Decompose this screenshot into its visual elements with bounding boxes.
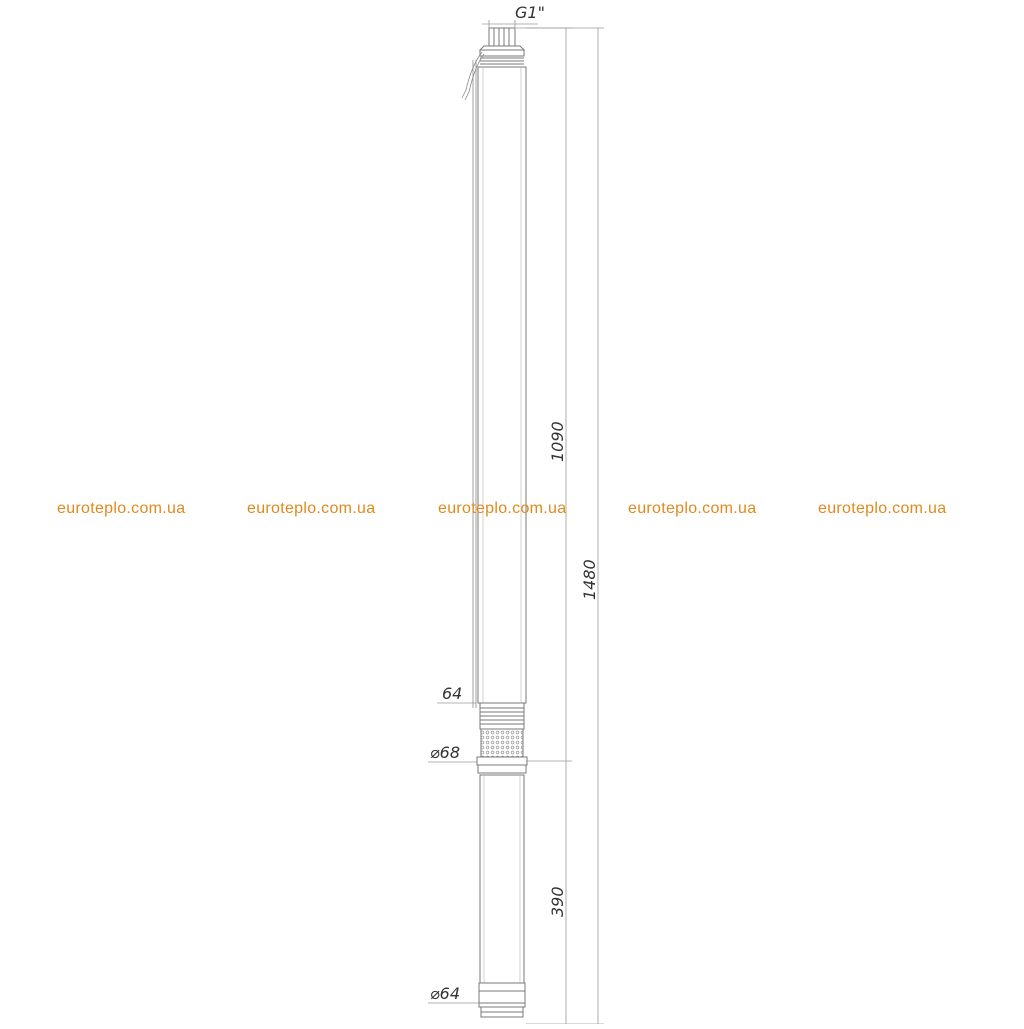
motor-cap	[479, 983, 525, 1017]
watermark-text: euroteplo.com.ua	[438, 500, 567, 517]
pump-body	[478, 67, 526, 703]
watermark-text: euroteplo.com.ua	[818, 500, 947, 517]
dim-lower-length-label: 390	[548, 886, 567, 917]
outlet-head	[480, 28, 524, 67]
dim-total-length-label: 1480	[580, 559, 599, 600]
motor-body	[480, 775, 524, 983]
flange	[477, 757, 527, 773]
power-cable	[462, 52, 484, 708]
dim-mid-diameter-label: ⌀68	[430, 743, 460, 762]
watermark-text: euroteplo.com.ua	[57, 500, 186, 517]
dim-upper-length	[516, 28, 572, 761]
dim-total-length	[526, 28, 604, 1024]
dim-thread-label: G1"	[515, 3, 545, 22]
watermark-text: euroteplo.com.ua	[247, 500, 376, 517]
dim-upper-width-label: 64	[442, 684, 463, 703]
intake-screen	[481, 729, 523, 757]
watermark-text: euroteplo.com.ua	[628, 500, 757, 517]
dim-upper-length-label: 1090	[548, 421, 567, 462]
pump-lower-ring	[480, 703, 524, 729]
dim-lower-diameter-label: ⌀64	[430, 984, 460, 1003]
